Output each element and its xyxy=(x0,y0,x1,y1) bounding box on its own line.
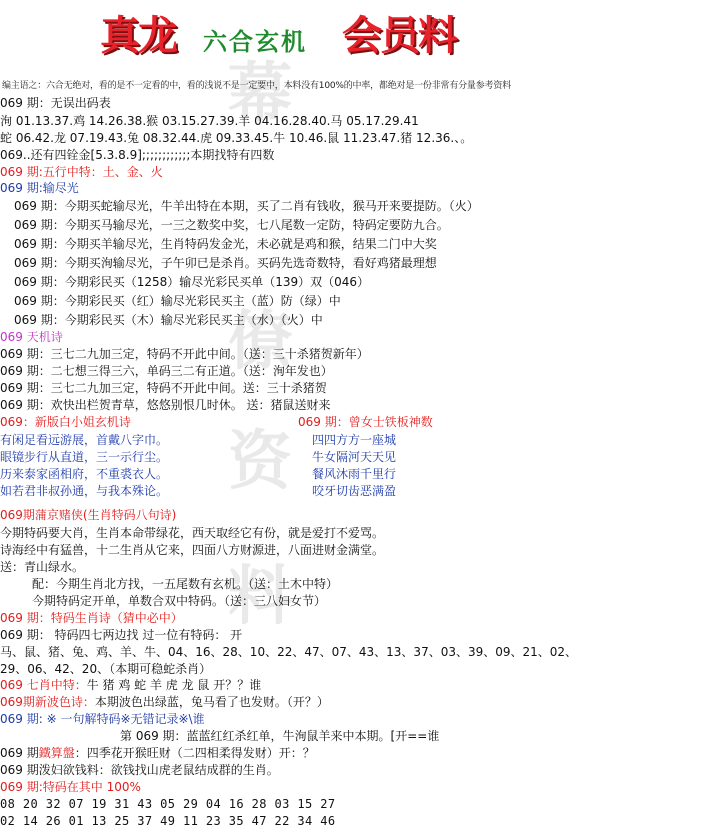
shuji-line-7: 069 期：今期彩民买（木）输尽光彩民买主（水）（火）中 xyxy=(14,313,323,327)
qianliao-line: 069 期泼妇欲钱料：欲钱找山虎老鼠结成群的生肖。 xyxy=(0,763,279,777)
texiao-line-2: 马、鼠、猪、兔、鸡、羊、牛、04、16、28、10、22、47、07、43、13、37、03、39、09、21、02、 xyxy=(0,645,578,659)
puxia-line-1: 今期特码要大肖，生肖本命带绿花，西天取经它有份，就是爱打不爱骂。 xyxy=(0,526,385,540)
wuxing-line: 069 期:五行中特：土、金、火 xyxy=(0,165,163,179)
numbers-line-1: 08 20 32 07 19 31 43 05 29 04 16 28 03 15 27 xyxy=(0,797,336,811)
block1-line-1: 069 期：无误出码表 xyxy=(0,96,111,110)
puxia-title: 069期蒲京赌侠(生肖特码八句诗) xyxy=(0,508,177,522)
shuji-line-4: 069 期：今期买洵输尽光，子午卯已是杀肖。买码先选奇数特，看好鸡猪最理想 xyxy=(14,256,437,270)
block1-line-3: 蛇 06.42.龙 07.19.43.兔 08.32.44.虎 09.33.45.牛 10.46.鼠 11.23.47.猪 12.36.、。 xyxy=(0,131,473,145)
qixiao-label: 069 七肖中特： xyxy=(0,678,87,692)
texiao-line-1: 069 期： 特码四七两边找 过一位有特码： 开 xyxy=(0,628,243,642)
block1-line-4: 069..还有四铨金[5.3.8.9];;;;;;;;;;;;本期找特有四数 xyxy=(0,148,275,162)
shuji-line-6: 069 期：今期彩民买（红）输尽光彩民买主（蓝）防（绿）中 xyxy=(14,294,341,308)
watermark-char-2: 僚 xyxy=(228,304,292,379)
xiaojie-line-1: 有闲足看远游展，首戴八字巾。 xyxy=(0,433,169,447)
bose-line xyxy=(0,693,329,711)
bose-value: 本期波色出绿蓝，兔马看了也发财。（开？） xyxy=(94,695,329,709)
shuji-line-3: 069 期：今期买羊输尽光，生肖特码发金光，未必就是鸡和猴，结果二门中大奖 xyxy=(14,237,437,251)
block1-line-2: 洵 01.13.37.鸡 14.26.38.猴 03.15.27.39.羊 04.16.28.40.马 05.17.29.41 xyxy=(0,114,419,128)
yiju-title: 069 期: ※ 一句解特码※无错记录※\谁 xyxy=(0,712,205,726)
numbers-line-2: 02 14 26 01 13 25 37 49 11 23 35 47 22 34 46 xyxy=(0,814,336,828)
title-right: 会员料 xyxy=(342,12,456,59)
tieban-line-4: 咬牙切齿恶满盈 xyxy=(312,484,397,498)
xiaojie-title: 069：新版白小姐玄机诗 xyxy=(0,415,131,429)
tiesuan-line xyxy=(0,744,315,762)
title-middle: 六合玄机 xyxy=(203,27,307,56)
tieban-line-3: 餐风沐雨千里行 xyxy=(312,467,397,481)
puxia-line-4: 配：今期生肖北方找，一五尾数有玄机。（送：土木中特） xyxy=(32,577,339,591)
xiaojie-line-2: 眼镜步行从直道，三一示行尘。 xyxy=(0,450,169,464)
disclaimer-notice: 编主语之：六合无绝对，看的是不一定看的中，看的浅说不是一定要中，本料没有100%的中率，都绝对是一份非常有分量参考资料 xyxy=(2,81,511,91)
watermark-char-3: 资 xyxy=(228,424,292,499)
shuji-line-2: 069 期：今期买马输尽光，一三之数奖中奖，七八尾数一定防，特码定要防九合。 xyxy=(14,218,449,232)
qixiao-line xyxy=(0,676,261,694)
shuji-line-1: 069 期：今期买蛇输尽光，牛羊出特在本期，买了二肖有钱收，猴马开来要提防。（火） xyxy=(14,199,479,213)
texiao-title: 069 期：特码生肖诗（猜中必中） xyxy=(0,611,183,625)
shuji-line-5: 069 期：今期彩民买（1258）输尽光彩民买单（139）双（046） xyxy=(14,275,370,289)
bose-label: 069期新波色诗： xyxy=(0,695,95,709)
xiaojie-line-4: 如若君非叔孙通，与我本殊论。 xyxy=(0,484,169,498)
puxia-line-2: 诗海经中有猛兽，十二生肖从它来，四面八方财源进，八面进财金满堂。 xyxy=(0,543,385,557)
tianji-title: 069 天机诗 xyxy=(0,330,63,344)
tianji-line-1: 069 期：三七二九加三定，特码不开此中间。（送：三十杀猪贺新年） xyxy=(0,347,369,361)
watermark-char-1: 幕 xyxy=(228,56,292,131)
puxia-line-3: 送：青山绿水。 xyxy=(0,560,85,574)
puxia-line-5: 今期特码定开单，单数合双中特码。（送：三八妇女节） xyxy=(32,594,327,608)
tieban-title: 069 期：曾女士铁板神数 xyxy=(298,415,433,429)
shuji-title: 069 期:输尽光 xyxy=(0,181,79,195)
tiesuan-mid: 鐵算盤 xyxy=(38,746,75,760)
xiaojie-line-3: 历来泰家函相府，不重裘衣人。 xyxy=(0,467,169,481)
header-banner xyxy=(0,8,720,70)
tieban-line-2: 牛女隔河天天见 xyxy=(312,450,397,464)
tianji-line-2: 069 期：二七想三得三六，单码三二有正道。（送：洵年发也） xyxy=(0,364,333,378)
qixiao-value: 牛 猪 鸡 蛇 羊 虎 龙 鼠 开？？谁 xyxy=(86,678,262,692)
texiao-line-3: 29、06、42、20、（本期可稳蛇杀肖） xyxy=(0,662,212,676)
tianji-line-3: 069 期：三七二九加三定，特码不开此中间。送：三十杀猪贺 xyxy=(0,381,327,395)
tema-title: 069 期:特码在其中 100% xyxy=(0,780,141,794)
watermark-char-4: 料 xyxy=(228,559,292,634)
tiesuan-value: ：四季花开猴旺财（二四相柔得发财）开：？ xyxy=(74,746,315,760)
title-left: 真龙 xyxy=(100,12,176,59)
tiesuan-label: 069 期 xyxy=(0,746,39,760)
tianji-line-4: 069 期：欢快出栏贺青草，悠悠别恨几时休。 送：猪鼠送财来 xyxy=(0,398,331,412)
tieban-line-1: 四四方方一座城 xyxy=(312,433,397,447)
yiju-line: 第 069 期：蓝蓝红红杀红单，牛洵鼠羊来中本期。[开==谁 xyxy=(120,729,440,743)
